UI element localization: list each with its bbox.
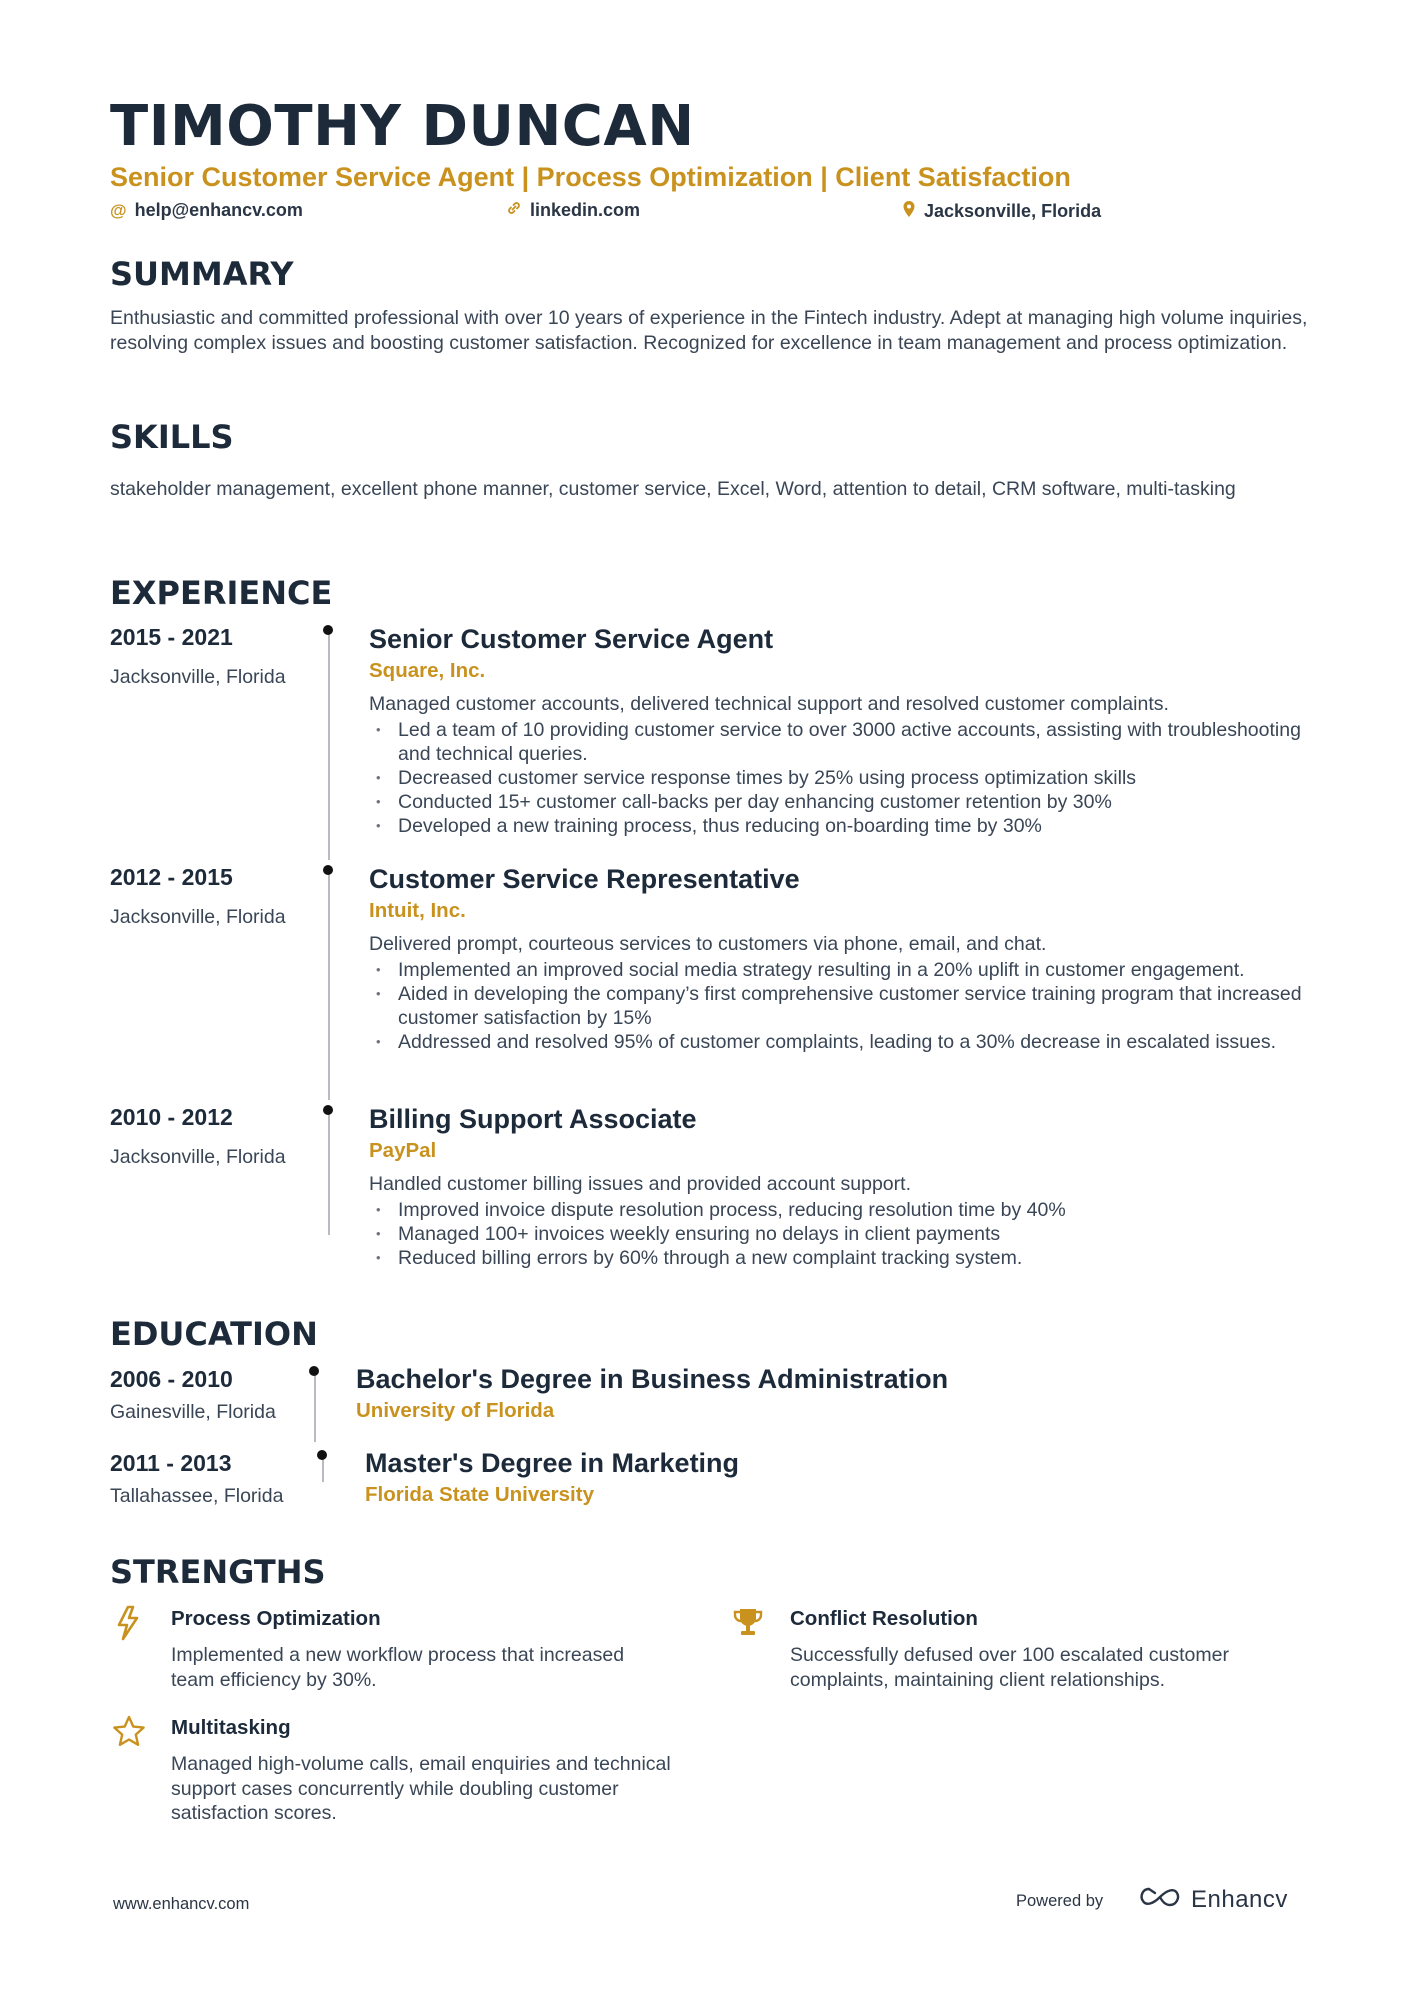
email-text: help@enhancv.com (134, 200, 303, 220)
job-bullets (369, 718, 1309, 838)
timeline-dot (323, 1105, 333, 1115)
bullet-item: • Implemented an improved social media strategy resulting in a 20% uplift in customer engagement. (369, 958, 1309, 982)
strength-text: Managed high-volume calls, email enquiries and technical support cases concurrently while doubling customer satisfaction scores. (171, 1753, 671, 1824)
timeline-line (328, 1110, 330, 1235)
bullet-item: • Managed 100+ invoices weekly ensuring no delays in client payments (369, 1222, 1309, 1246)
education-heading: EDUCATION (110, 1315, 318, 1353)
job-title: Senior Customer Service Agent (369, 624, 774, 654)
powered-by-label: Powered by (1016, 1892, 1104, 1910)
strengths-heading: STRENGTHS (110, 1553, 326, 1591)
school-name: University of Florida (356, 1399, 555, 1422)
company-name: Square, Inc. (369, 659, 486, 682)
link-icon (506, 200, 522, 221)
timeline-dot (317, 1450, 327, 1460)
headline: Senior Customer Service Agent | Process Optimization | Client Satisfaction (110, 162, 1071, 192)
job-location: Jacksonville, Florida (110, 1146, 286, 1168)
contact-email[interactable] (110, 200, 303, 221)
summary-text: Enthusiastic and committed professional with over 10 years of experience in the Fintech industry. Adept at managing high volume inquiries, resolving complex issues and boosting customer satisfaction. Recognized for excellence in team management and process optimization. (110, 307, 1308, 354)
education-dates: 2006 - 2010 (110, 1366, 233, 1392)
timeline-line (314, 1370, 316, 1442)
job-entry (369, 1102, 1309, 1270)
bullet-item: • Aided in developing the company’s first comprehensive customer service training program that increased customer satisfaction by 15% (369, 982, 1309, 1030)
job-description: Managed customer accounts, delivered technical support and resolved customer complaints. (369, 693, 1169, 715)
strength-title: Conflict Resolution (790, 1607, 978, 1630)
strength-text: Successfully defused over 100 escalated customer complaints, maintaining client relationships. (790, 1644, 1229, 1691)
job-title: Billing Support Associate (369, 1104, 697, 1134)
bullet-item: • Led a team of 10 providing customer service to over 3000 active accounts, assisting with troubleshooting and technical queries. (369, 718, 1309, 766)
infinity-icon (1137, 1884, 1183, 1915)
summary-heading: SUMMARY (110, 255, 294, 293)
location-pin-icon (902, 200, 916, 223)
bullet-item: • Addressed and resolved 95% of customer complaints, leading to a 30% decrease in escalated issues. (369, 1030, 1309, 1054)
degree-title: Master's Degree in Marketing (365, 1448, 740, 1478)
linkedin-text: linkedin.com (530, 200, 641, 220)
at-sign-icon: @ (110, 200, 127, 220)
job-dates: 2010 - 2012 (110, 1104, 233, 1130)
contact-location (902, 200, 1101, 223)
job-dates: 2015 - 2021 (110, 624, 233, 650)
education-location: Tallahassee, Florida (110, 1485, 284, 1507)
candidate-name: TIMOTHY DUNCAN (110, 94, 695, 159)
strength-title: Multitasking (171, 1716, 291, 1739)
job-location: Jacksonville, Florida (110, 666, 286, 688)
location-text: Jacksonville, Florida (924, 201, 1102, 221)
job-entry (369, 622, 1309, 838)
bullet-item: • Developed a new training process, thus reducing on-boarding time by 30% (369, 814, 1309, 838)
job-bullets (369, 958, 1309, 1054)
lightning-icon (111, 1605, 147, 1641)
skills-heading: SKILLS (110, 418, 234, 456)
timeline-dot (323, 625, 333, 635)
timeline-line (328, 630, 330, 860)
contact-linkedin[interactable] (506, 200, 640, 221)
company-name: PayPal (369, 1139, 437, 1162)
job-dates: 2012 - 2015 (110, 864, 233, 890)
skills-text: stakeholder management, excellent phone manner, customer service, Excel, Word, attention to detail, CRM software, multi-tasking (110, 478, 1236, 500)
bullet-item: • Reduced billing errors by 60% through a new complaint tracking system. (369, 1246, 1309, 1270)
trophy-icon (730, 1605, 766, 1641)
job-entry (369, 862, 1309, 1054)
star-icon (111, 1714, 147, 1750)
bullet-item: • Improved invoice dispute resolution process, reducing resolution time by 40% (369, 1198, 1309, 1222)
job-title: Customer Service Representative (369, 864, 800, 894)
job-location: Jacksonville, Florida (110, 906, 286, 928)
timeline-line (328, 870, 330, 1100)
brand-logo[interactable] (1137, 1884, 1288, 1915)
degree-title: Bachelor's Degree in Business Administration (356, 1364, 949, 1394)
brand-name: Enhancv (1191, 1885, 1288, 1913)
company-name: Intuit, Inc. (369, 899, 466, 922)
education-dates: 2011 - 2013 (110, 1450, 232, 1476)
school-name: Florida State University (365, 1483, 594, 1506)
experience-heading: EXPERIENCE (110, 574, 333, 612)
bullet-item: • Conducted 15+ customer call-backs per day enhancing customer retention by 30% (369, 790, 1309, 814)
strength-title: Process Optimization (171, 1607, 381, 1630)
strength-text: Implemented a new workflow process that increased team efficiency by 30%. (171, 1644, 625, 1691)
job-description: Handled customer billing issues and provided account support. (369, 1173, 911, 1195)
bullet-item: • Decreased customer service response times by 25% using process optimization skills (369, 766, 1309, 790)
footer-website[interactable]: www.enhancv.com (113, 1895, 250, 1913)
job-bullets (369, 1198, 1309, 1270)
education-location: Gainesville, Florida (110, 1401, 276, 1423)
job-description: Delivered prompt, courteous services to customers via phone, email, and chat. (369, 933, 1047, 955)
timeline-dot (309, 1366, 319, 1376)
timeline-dot (323, 865, 333, 875)
